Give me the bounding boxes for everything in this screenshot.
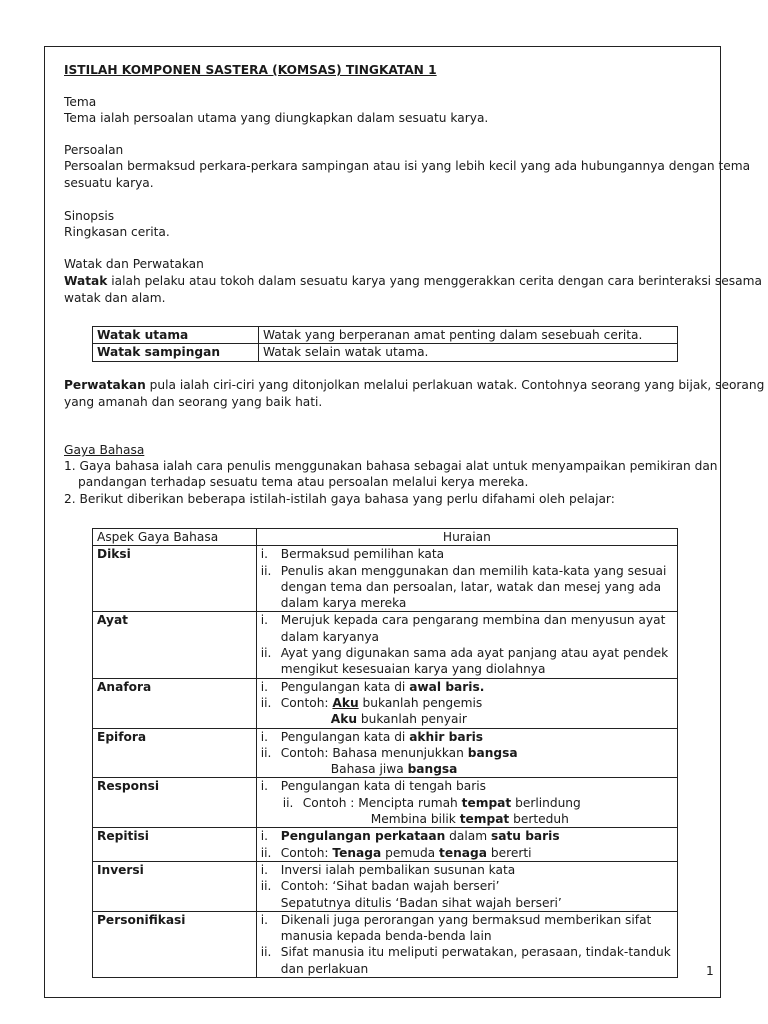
watak-line-1-text: ialah pelaku atau tokoh dalam sesuatu karya yang menggerakkan cerita dengan cara berinteraksi sesama — [107, 274, 762, 288]
perwatakan-bold: Perwatakan — [64, 378, 146, 392]
watak-heading: Watak dan Perwatakan — [64, 257, 204, 271]
table-row — [93, 778, 678, 828]
list-item: i. Pengulangan perkataan dalam satu baris — [260, 829, 560, 844]
list-item: i. Bermaksud pemilihan kata — [260, 547, 445, 562]
gaya-heading: Gaya Bahasa — [64, 443, 145, 457]
table-row — [93, 546, 678, 612]
list-item: ii. Contoh : Mencipta rumah tempat berlindung — [282, 795, 581, 810]
table-row — [93, 911, 678, 977]
list-item: i. Pengulangan kata di awal baris. — [260, 679, 485, 694]
huraian-inversi: i. Inversi ialah pembalikan susunan kata ii. Contoh: ‘Sihat badan wajah berseri’ Sepatutnya ditulis ‘Badan sihat wajah berseri’ — [256, 861, 677, 911]
list-item: ii. Contoh: Bahasa menunjukkan bangsa — [260, 745, 518, 760]
persoalan-heading: Persoalan — [64, 143, 124, 157]
aspek-responsi: Responsi — [93, 778, 257, 828]
perwatakan-line-2: yang amanah dan seorang yang baik hati. — [64, 395, 323, 409]
watak-line-2: watak dan alam. — [64, 291, 166, 305]
list-item: ii. Ayat yang digunakan sama ada ayat panjang atau ayat pendek — [260, 646, 669, 661]
aspek-personifikasi: Personifikasi — [93, 911, 257, 977]
gaya-point-1-line-2: pandangan terhadap sesuatu tema atau persoalan melalui kerya mereka. — [78, 475, 529, 489]
aspek-ayat: Ayat — [93, 612, 257, 678]
persoalan-line-2: sesuatu karya. — [64, 176, 154, 190]
gaya-bahasa-table — [92, 528, 678, 978]
aspek-diksi: Diksi — [93, 546, 257, 612]
huraian-responsi: i. Pengulangan kata di tengah baris ii. Contoh : Mencipta rumah tempat berlindung Membina bilik tempat berteduh — [256, 778, 677, 828]
huraian-ayat: i. Merujuk kepada cara pengarang membina dan menyusun ayat dalam karyanya ii. Ayat yang digunakan sama ada ayat panjang atau ayat pendek mengikut kesesuaian karya yang diolahnya — [256, 612, 677, 678]
perwatakan-line-1 — [64, 377, 764, 393]
huraian-repitisi — [256, 828, 677, 862]
list-item: ii. Contoh: Tenaga pemuda tenaga bererti — [260, 845, 532, 860]
table-row — [93, 344, 678, 361]
watak-term: Watak utama — [93, 327, 259, 344]
watak-bold: Watak — [64, 274, 108, 288]
table-row — [93, 678, 678, 728]
gaya-point-2: 2. Berikut diberikan beberapa istilah-istilah gaya bahasa yang perlu difahami oleh pelajar: — [64, 492, 615, 506]
table-row — [93, 612, 678, 678]
perwatakan-line-1-text: pula ialah ciri-ciri yang ditonjolkan melalui perlakuan watak. Contohnya seorang yang bijak, seorang — [145, 378, 765, 392]
list-item: i. Pengulangan kata di akhir baris — [260, 729, 484, 744]
table-row — [93, 728, 678, 778]
gaya-point-1-line-1: 1. Gaya bahasa ialah cara penulis menggunakan bahasa sebagai alat untuk menyampaikan pemikiran dan — [64, 459, 718, 473]
watak-desc: Watak selain watak utama. — [259, 344, 678, 361]
list-item: i. Pengulangan kata di tengah baris — [260, 779, 486, 794]
aspek-epifora: Epifora — [93, 728, 257, 778]
table-row — [93, 327, 678, 344]
list-item: ii. Contoh: ‘Sihat badan wajah berseri’ — [260, 879, 500, 894]
watak-desc: Watak yang berperanan amat penting dalam sesebuah cerita. — [259, 327, 678, 344]
watak-table — [92, 326, 678, 362]
tema-text: Tema ialah persoalan utama yang diungkapkan dalam sesuatu karya. — [64, 111, 489, 125]
watak-term: Watak sampingan — [93, 344, 259, 361]
table-header-row — [93, 529, 678, 546]
table-row — [93, 828, 678, 862]
sinopsis-text: Ringkasan cerita. — [64, 225, 170, 239]
list-item: ii. Sifat manusia itu meliputi perwatakan, perasaan, tindak-tanduk — [260, 945, 671, 960]
persoalan-line-1: Persoalan bermaksud perkara-perkara sampingan atau isi yang lebih kecil yang ada hubungannya dengan tema — [64, 159, 751, 173]
list-item: i. Merujuk kepada cara pengarang membina dan menyusun ayat — [260, 613, 666, 628]
watak-line-1 — [64, 273, 762, 289]
tema-heading: Tema — [64, 95, 97, 109]
huraian-epifora: i. Pengulangan kata di akhir baris ii. Contoh: Bahasa menunjukkan bangsa Bahasa jiwa bangsa — [256, 728, 677, 778]
aspek-repitisi: Repitisi — [93, 828, 257, 862]
aspek-inversi: Inversi — [93, 861, 257, 911]
column-header-aspek: Aspek Gaya Bahasa — [93, 529, 257, 546]
page-number: 1 — [706, 964, 714, 978]
aspek-anafora: Anafora — [93, 678, 257, 728]
document-title: ISTILAH KOMPONEN SASTERA (KOMSAS) TINGKATAN 1 — [64, 63, 437, 77]
column-header-huraian: Huraian — [256, 529, 677, 546]
huraian-personifikasi: i. Dikenali juga perorangan yang bermaksud memberikan sifat manusia kepada benda-benda lain ii. Sifat manusia itu meliputi perwatakan, perasaan, tindak-tanduk dan perlakuan — [256, 911, 677, 977]
table-row — [93, 861, 678, 911]
huraian-anafora: i. Pengulangan kata di awal baris. ii. Contoh: Aku bukanlah pengemis Aku bukanlah penyair — [256, 678, 677, 728]
list-item: i. Dikenali juga perorangan yang bermaksud memberikan sifat — [260, 912, 652, 927]
list-item: ii. Contoh: Aku bukanlah pengemis — [260, 695, 483, 710]
sinopsis-heading: Sinopsis — [64, 209, 115, 223]
huraian-diksi: i. Bermaksud pemilihan kata ii. Penulis akan menggunakan dan memilih kata-kata yang sesuai dengan tema dan persoalan, latar, watak dan mesej yang ada dalam karya mereka — [256, 546, 677, 612]
list-item: ii. Penulis akan menggunakan dan memilih kata-kata yang sesuai — [260, 563, 667, 578]
list-item: i. Inversi ialah pembalikan susunan kata — [260, 862, 516, 877]
